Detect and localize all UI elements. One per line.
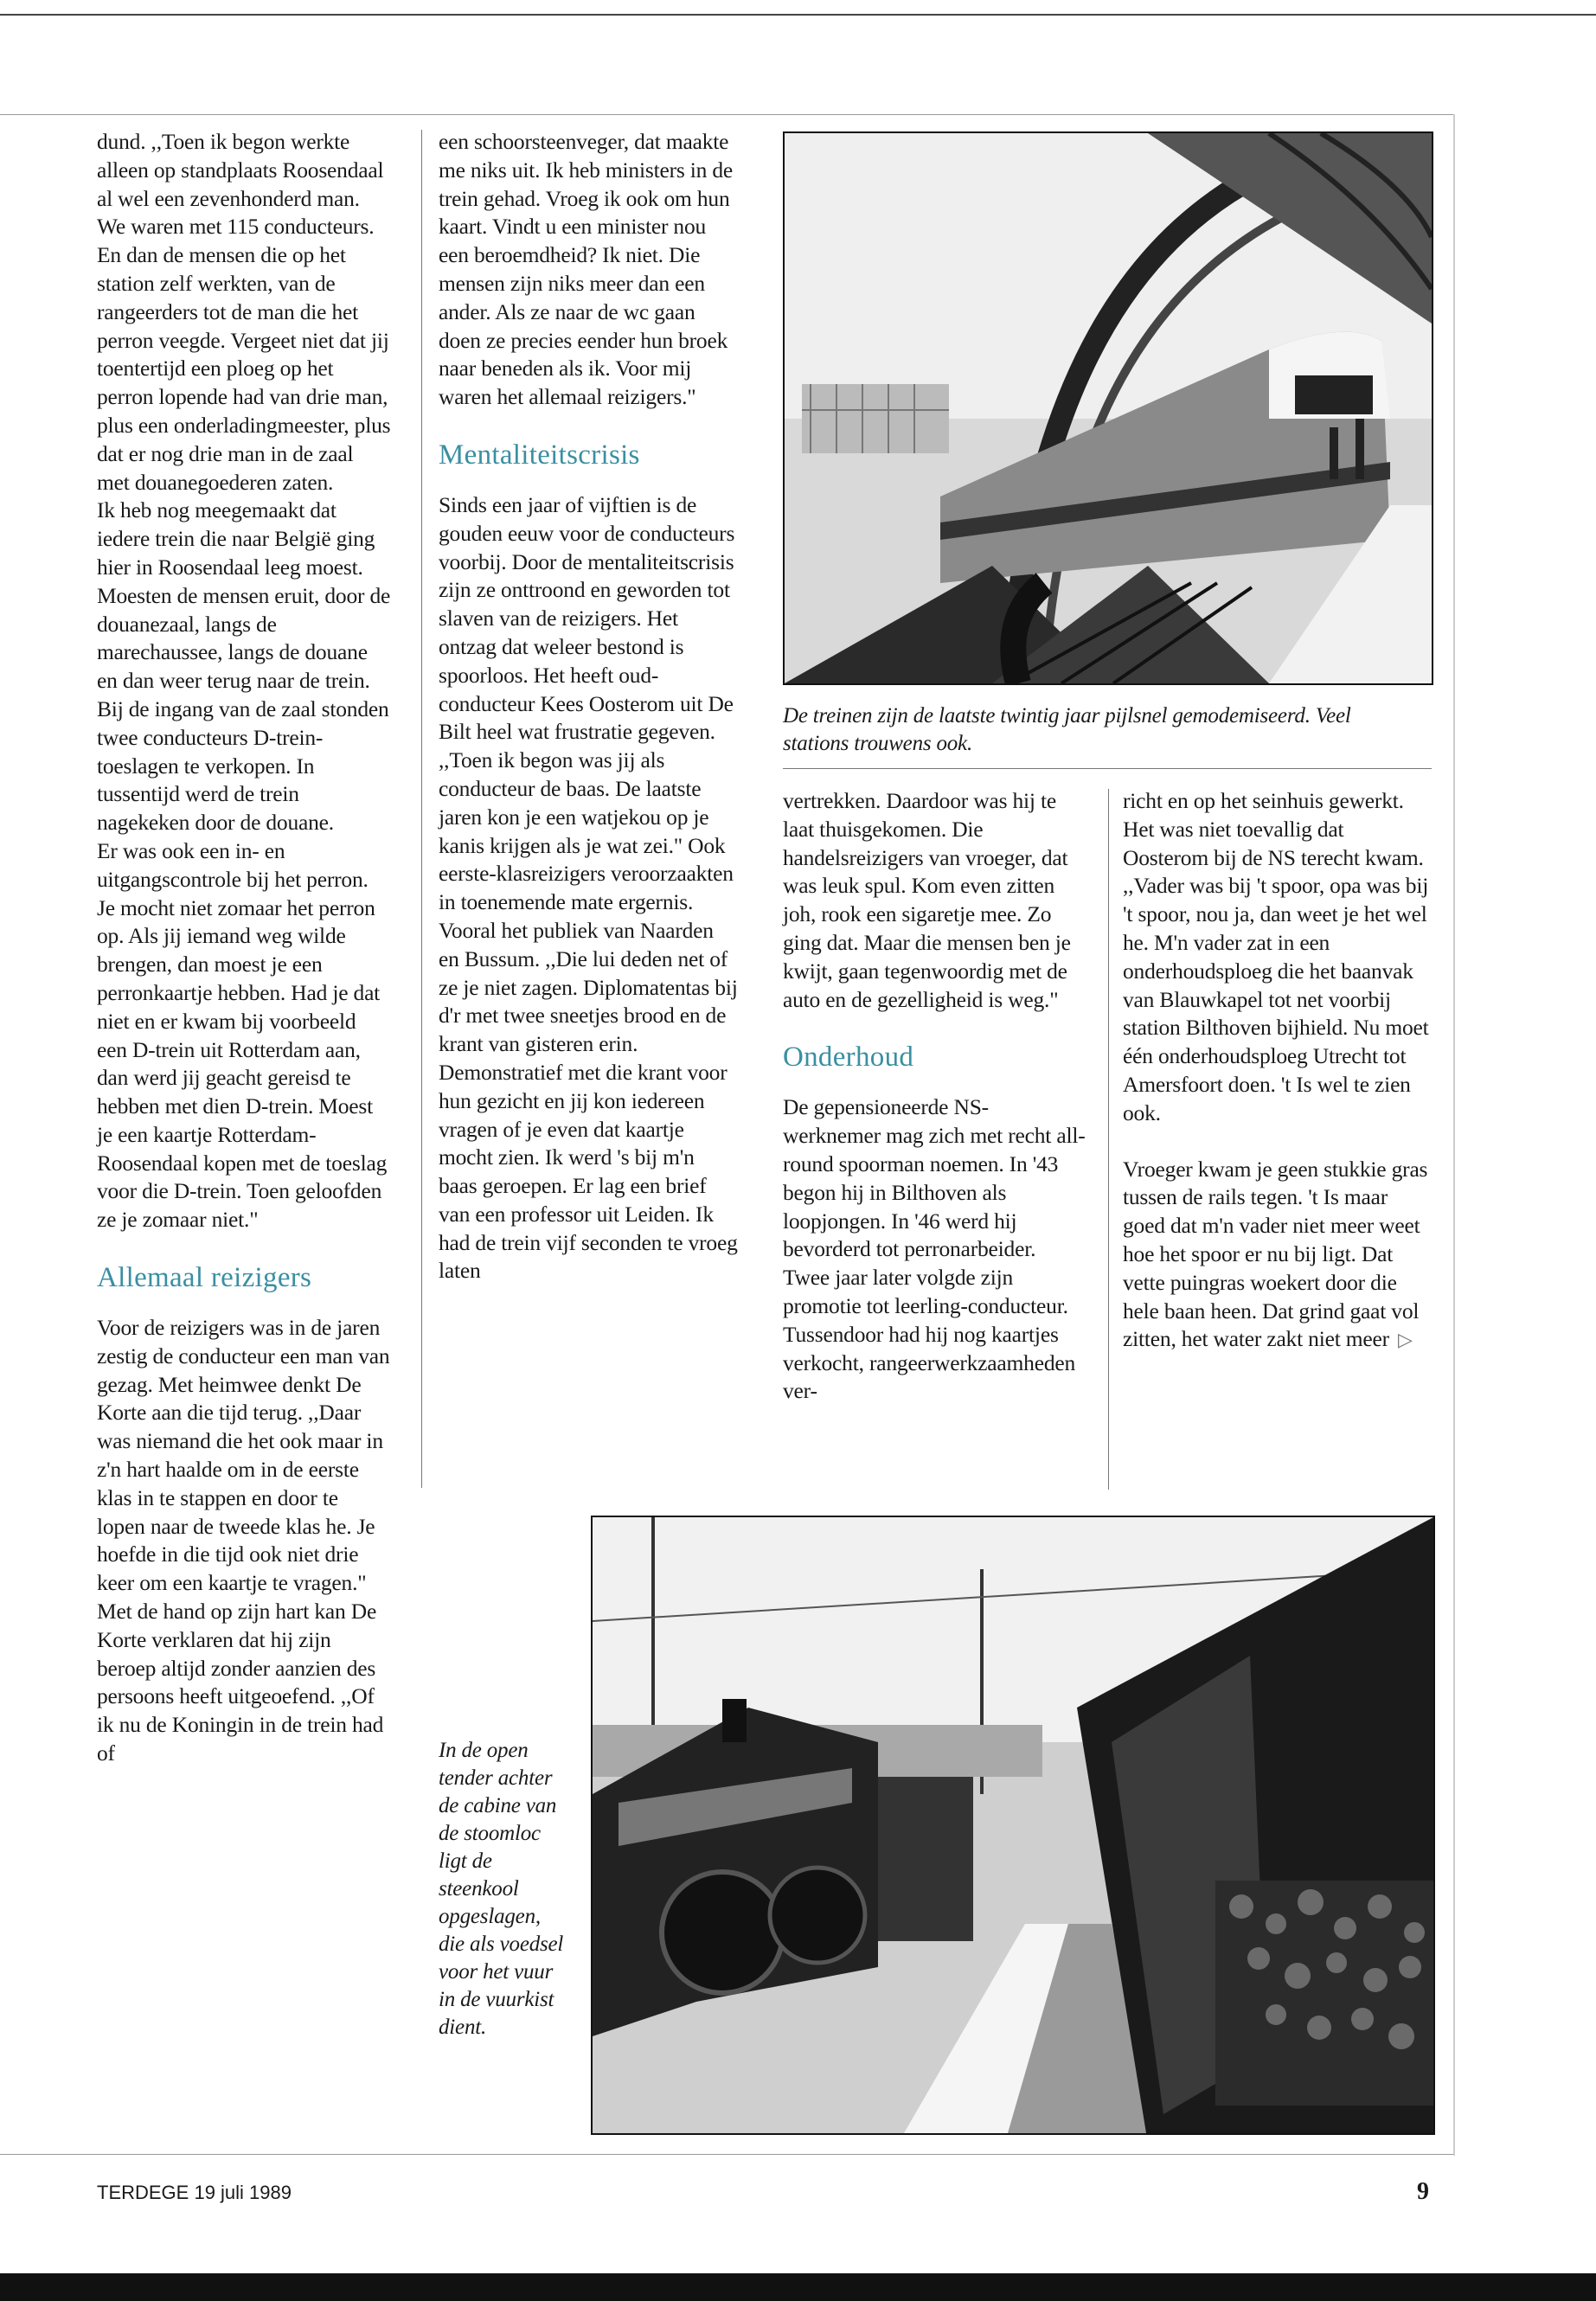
- right-page-edge: [1453, 114, 1455, 2156]
- body-paragraph: vertrekken. Daardoor was hij te laat thuisgekomen. Die handelsreizigers van vroeger, dat was leuk spul. Kom even zitten joh, rook een sigaretje mee. Zo ging dat. Maar die mensen ben je kwijt, gaan tegenwoordig met de auto en de gezelligheid is weg.": [783, 788, 1071, 1012]
- caption-divider: [783, 768, 1432, 769]
- body-paragraph: een schoorsteenveger, dat maakte me niks uit. Ik heb ministers in de trein gehad. Vroeg ik ook om hun kaart. Vindt u een minister nou een beroemdheid? Ik niet. Die mensen zijn niks meer dan een ander. Als ze naar de wc gaan doen ze precies eender hun broek naar beneden als ik. Voor mij waren het allemaal reizigers.": [439, 129, 734, 410]
- body-paragraph: dund. ,,Toen ik begon werkte alleen op standplaats Roosendaal al wel een zevenhonderd man. We waren met 115 conducteurs. En dan de mensen die op het station zelf werkten, van de rangeerders tot de man die het perron veegde. Vergeet niet dat jij toentertijd een ploeg op het perron lopende had van drie man, plus een onderladingmeester, plus dat er nog drie man in de zaal met douanegoederen zaten.: [97, 129, 391, 495]
- column-1: [97, 128, 391, 1768]
- station-illustration: [785, 133, 1432, 683]
- photo-steam-locomotive: [591, 1516, 1435, 2135]
- bottom-photo-caption: In de open tender achter de cabine van de stoomloc ligt de steenkool opgeslagen, die als voedsel voor het vuur in de vuurkist dient.: [439, 1739, 564, 2039]
- section-heading: Mentaliteitscrisis: [439, 439, 640, 471]
- body-text: Vroeger kwam je geen stukkie gras tussen de rails tegen. 't Is maar goed dat m'n vader niet meer weet hoe het spoor er nu bij ligt. Dat vette puingras woekert door die hele baan heen. Dat grind gaat vol zitten, het water zakt niet meer: [1123, 1156, 1428, 1352]
- section-heading: Allemaal reizigers: [97, 1262, 312, 1294]
- body-paragraph: Het was niet toevallig dat Oosterom bij de NS terecht kwam. ,,Vader was bij 't spoor, opa was bij 't spoor, nou ja, dan weet je het wel he. M'n vader zat in een onderhoudsploeg die het baanvak van Blauwkapel tot net voorbij station Bilthoven bijhield. Nu moet één onderhoudsploeg Utrecht tot Amersfoort doen. 't Is wel te zien ook.: [1123, 816, 1429, 1125]
- body-paragraph: Voor de reizigers was in de jaren zestig de conducteur een man van gezag. Met heimwee denkt De Korte aan die tijd terug. ,,Daar was niemand die het ook maar in z'n hart haalde om in de eerste klas in te stappen en door te lopen naar de tweede klas he. Je hoefde in die tijd ook niet drie keer om een kaartje te vragen.": [97, 1315, 390, 1596]
- body-paragraph: richt en op het seinhuis gewerkt.: [1123, 788, 1404, 813]
- scan-edge-bar: [0, 2273, 1596, 2301]
- column-2: [439, 128, 738, 1285]
- body-paragraph: Met de hand op zijn hart kan De Korte verklaren dat hij zijn beroep altijd zonder aanzien des persoons heeft uitgeoefend. ,,Of ik nu de Koningin in de trein had of: [97, 1599, 384, 1766]
- body-paragraph: Er was ook een in- en uitgangscontrole bij het perron. Je mocht niet zomaar het perron op. Als jij iemand weg wilde brengen, dan moest je een perronkaartje hebben. Had je dat niet en er kwam bij voorbeeld een D-trein uit Rotterdam aan, dan werd jij geacht gereisd te hebben met dien D-trein. Moest je een kaartje Rotterdam-Roosendaal kopen met de toeslag voor die D-trein. Toen geloofden ze je zomaar niet.": [97, 837, 388, 1233]
- column-4: [1123, 787, 1434, 1355]
- column-divider: [421, 130, 422, 1488]
- body-paragraph: Ik heb nog meegemaakt dat iedere trein die naar België ging hier in Roosendaal leeg moest. Moesten de mensen eruit, door de douanezaal, langs de marechaussee, langs de douane en dan weer terug naar de trein. Bij de ingang van de zaal stonden twee conducteurs D-trein-toeslagen te verkopen. In tussentijd werd de trein nagekeken door de douane.: [97, 497, 391, 836]
- content-top-rule: [0, 114, 1453, 115]
- body-paragraph: Sinds een jaar of vijftien is de gouden eeuw voor de conducteurs voorbij. Door de mentaliteitscrisis zijn ze onttroond en geworden tot slaven van de reizigers. Het ontzag dat weleer bestond is spoorloos. Het heeft oud-conducteur Kees Oosterom uit De Bilt heel wat frustratie gegeven. ,,Toen ik begon was jij als conducteur de baas. De laatste jaren kon je een watjekou op je kanis krijgen als je wat zei." Ook eerste-klasreizigers veroorzaakten in toenemende mate ergernis. Vooral het publiek van Naarden en Bussum. ,,Die lui deden net of ze je niet zagen. Diplomatentas bij d'r met twee sneetjes brood en de krant van gisteren erin. Demonstratief met die krant voor hun gezicht en jij kon iedereen vragen of je even dat kaartje mocht zien. Ik werd 's bij m'n baas geroepen. Er lag een brief van een professor uit Leiden. Ik had de trein vijf seconden te vroeg laten: [439, 491, 738, 1284]
- top-rule: [0, 14, 1596, 16]
- body-paragraph: De gepensioneerde NS-werknemer mag zich met recht all-round spoorman noemen. In '43 begon hij in Bilthoven als loopjongen. In '46 werd hij bevorderd tot perronarbeider. Twee jaar later volgde zijn promotie tot leerling-conducteur. Tussendoor had hij nog kaartjes verkocht, rangeerwerkzaamheden ver-: [783, 1094, 1086, 1404]
- bottom-rule: [0, 2154, 1453, 2155]
- continue-arrow-icon: ▷: [1397, 1329, 1413, 1351]
- section-heading: Onderhoud: [783, 1042, 914, 1074]
- locomotive-illustration: [593, 1517, 1433, 2133]
- top-photo-caption: De treinen zijn de laatste twintig jaar pijlsnel gemodemiseerd. Veel stations trouwens ook.: [783, 704, 1351, 755]
- body-paragraph: [1123, 1156, 1434, 1356]
- page-number: 9: [1417, 2178, 1429, 2205]
- column-divider: [1108, 789, 1109, 1490]
- footer-publication: TERDEGE 19 juli 1989: [97, 2182, 292, 2203]
- photo-modern-station: [783, 131, 1433, 685]
- column-3: [783, 787, 1086, 1406]
